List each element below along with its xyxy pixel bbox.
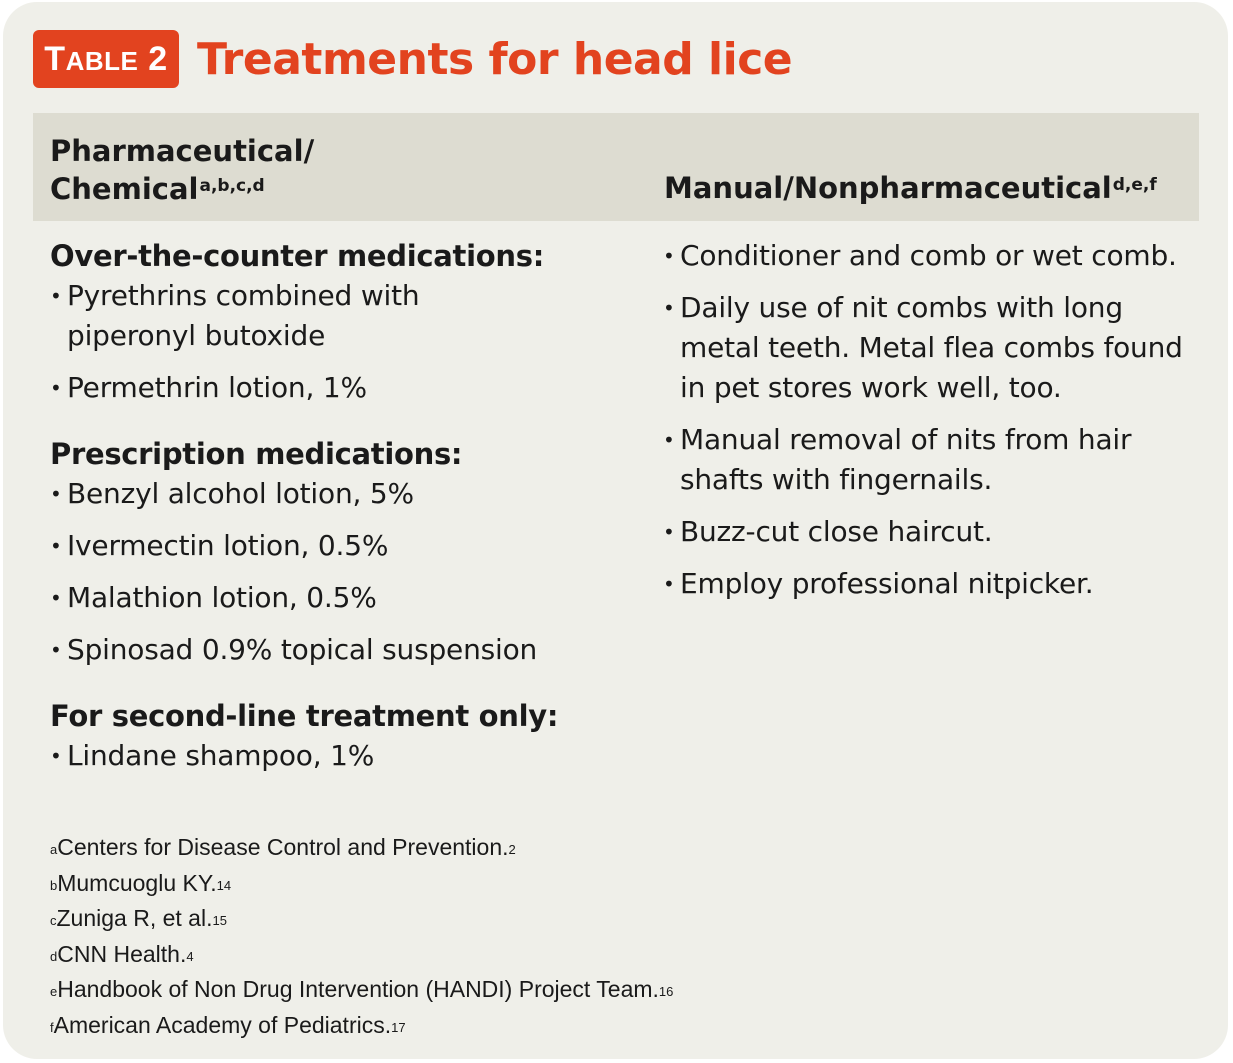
section-heading-prescription: Prescription medications: [50, 437, 463, 471]
footnote-refs: a,b,c,d [199, 176, 265, 196]
table-header [33, 29, 792, 89]
table-number-badge [33, 30, 179, 88]
column-header-manual: Manual/Nonpharmaceutical$^{d,e,f}$ [664, 171, 1157, 205]
badge-number: 2 [148, 39, 168, 78]
list-item: • Buzz-cut close haircut. [663, 512, 1198, 552]
footnote: $^e$Handbook of Non Drug Intervention (HANDI) Project Team.$^{16}$ [50, 976, 674, 1002]
footnote: $^c$Zuniga R, et al.$^{15}$ [50, 905, 227, 931]
list-item: • Spinosad 0.9% topical suspension [50, 630, 640, 670]
list-item: • Benzyl alcohol lotion, 5% [50, 474, 640, 514]
column-header-pharmaceutical-line1: Pharmaceutical/ [50, 134, 315, 168]
column-header-pharmaceutical-line2: Chemical$^{a,b,c,d}$ [50, 172, 265, 206]
section-heading-second-line: For second-line treatment only: [50, 699, 559, 733]
list-item: • Daily use of nit combs with long metal teeth. Metal flea combs found in pet stores work well, too. [663, 288, 1198, 408]
list-item: • Malathion lotion, 0.5% [50, 578, 640, 618]
list-item: • Conditioner and comb or wet comb. [663, 236, 1198, 276]
column-header-row [33, 113, 1199, 221]
list-item: • Permethrin lotion, 1% [50, 368, 640, 408]
list-item: • Employ professional nitpicker. [663, 564, 1198, 604]
footnote: $^d$CNN Health.$^4$ [50, 940, 194, 967]
badge-word: TABLE [44, 39, 139, 78]
list-item: • Lindane shampoo, 1% [50, 736, 640, 776]
footnote: $^b$Mumcuoglu KY.$^{14}$ [50, 869, 232, 896]
column-header-pharmaceutical [50, 132, 314, 208]
section-heading-otc: Over-the-counter medications: [50, 239, 544, 273]
footnote-refs: d,e,f [1112, 175, 1157, 195]
pharmaceutical-column [50, 236, 640, 776]
list-item: • Ivermectin lotion, 0.5% [50, 526, 640, 566]
footnotes [50, 830, 750, 1043]
table-title: Treatments for head lice [197, 33, 793, 85]
manual-column [663, 236, 1198, 604]
footnote: $^f$American Academy of Pediatrics.$^{17}$ [50, 1011, 406, 1038]
list-item: • Manual removal of nits from hair shafts with fingernails. [663, 420, 1198, 500]
list-item: • Pyrethrins combined with piperonyl butoxide [50, 276, 640, 356]
footnote: $^a$Centers for Disease Control and Prevention.$^2$ [50, 834, 516, 860]
